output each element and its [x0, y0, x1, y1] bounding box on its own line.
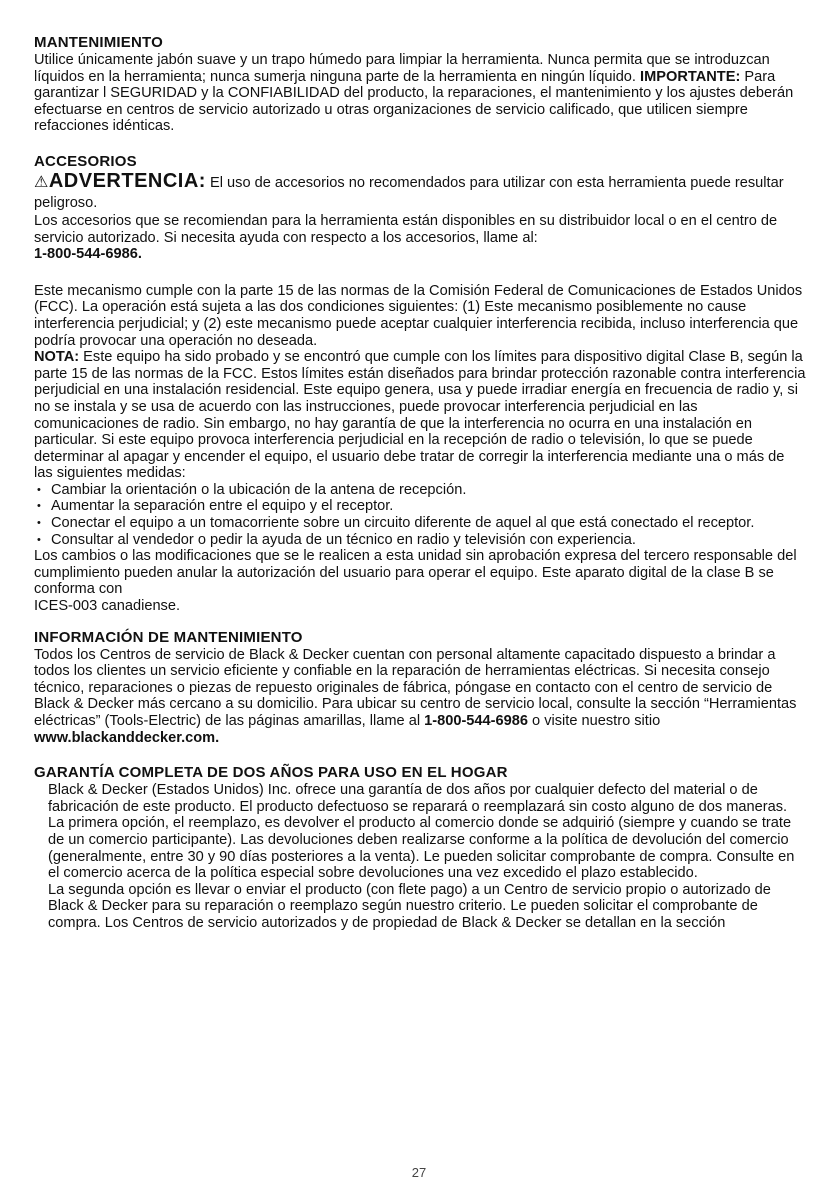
section-informacion-mantenimiento — [34, 629, 806, 747]
mantenimiento-text-1: Utilice únicamente jabón suave y un trapo húmedo para limpiar la herramienta. Nunca permita que se introduzcan líquidos en la herramienta; nunca sumerja ninguna parte de la herramienta en ningún líquido. — [34, 52, 770, 85]
info-mantenimiento-text: Todos los Centros de servicio de Black & Decker cuentan con personal altamente capacitado dispuesto a brindar a todos los clientes un servicio eficiente y confiable en la reparación de herramientas eléctricas. Si necesita consejo técnico, reparaciones o piezas de repuesto originales de fábrica, póngase en contacto con el centro de servicio de Black & Decker más cercano a su domicilio. Para ubicar su centro de servicio local, consulte la sección “Herramientas eléctricas” (Tools-Electric) de las páginas amarillas, llame al — [34, 646, 797, 729]
website-line — [34, 730, 806, 747]
fcc-ices-line: ICES-003 canadiense. — [34, 598, 181, 615]
accesorios-paragraph: Los accesorios que se recomiendan para la herramienta están disponibles en su distribuidor local o en el centro de servicio autorizado. Si necesita ayuda con respecto a los accesorios, llame al: — [34, 212, 778, 246]
mantenimiento-heading: MANTENIMIENTO — [34, 34, 163, 51]
section-accesorios — [34, 153, 806, 263]
info-mantenimiento-paragraph — [34, 647, 806, 730]
important-label: IMPORTANTE: — [640, 68, 741, 85]
accesorios-phone: 1-800-544-6986. — [34, 246, 142, 263]
warning-triangle-icon: ⚠ — [34, 173, 49, 191]
page-number: 27 — [411, 1165, 427, 1180]
mantenimiento-text-2: Para garantizar l SEGURIDAD y la CONFIABILIDAD del producto, la reparaciones, el mantenimiento y los ajustes deberán efectuarse en centros de servicio autorizado u otras organizaciones de servicio calificado, que utilicen siempre refacciones idénticas. — [34, 68, 794, 135]
garantia-paragraph: La primera opción, el reemplazo, es devolver el producto al comercio donde se adquirió (siempre y cuando se trate de un comercio participante). Las devoluciones deben realizarse conforme a la política de devolución del comercio (generalmente, entre 30 y 90 días posteriores a la venta). Le pueden solicitar comprobante de compra. Consulte en el comercio acerca de la política especial sobre devoluciones una vez excedido el plazo establecido. — [48, 815, 795, 882]
section-garantia — [34, 764, 806, 931]
warning-label: ADVERTENCIA: — [48, 169, 206, 192]
garantia-paragraph: La segunda opción es llevar o enviar el producto (con flete pago) a un Centro de servicio propio o autorizado de Black & Decker para su reparación o reemplazo según nuestro criterio. Le pueden solicitar el comprobante de compra. Los Centros de servicio autorizados y de propiedad de Black & Decker se detallan en la sección — [48, 881, 771, 931]
nota-label: NOTA: — [34, 349, 80, 366]
website-link[interactable]: www.blackanddecker.com. — [34, 729, 220, 746]
fcc-changes-paragraph: Los cambios o las modificaciones que se le realicen a esta unidad sin aprobación expresa del tercero responsable del cumplimiento pueden anular la autorización del usuario para operar el equipo. Este aparato digital de la clase B se conforma con — [34, 548, 797, 598]
list-item: • Aumentar la separación entre el equipo y el receptor. — [34, 498, 806, 515]
section-fcc — [34, 283, 806, 615]
info-mantenimiento-text-after: o visite nuestro sitio — [527, 713, 661, 729]
nota-paragraph — [34, 349, 806, 482]
warning-paragraph — [34, 171, 806, 213]
service-phone: 1-800-544-6986 — [424, 713, 528, 729]
mantenimiento-paragraph — [34, 52, 806, 135]
accesorios-heading: ACCESORIOS — [34, 152, 137, 170]
section-mantenimiento — [34, 34, 806, 135]
list-item: • Conectar el equipo a un tomacorriente sobre un circuito diferente de aquel al que está conectado el receptor. — [34, 515, 806, 532]
list-item: • Cambiar la orientación o la ubicación de la antena de recepción. — [34, 482, 806, 499]
fcc-measures-list — [34, 482, 806, 548]
garantia-heading: GARANTÍA COMPLETA DE DOS AÑOS PARA USO EN EL HOGAR — [34, 764, 508, 782]
document-page — [34, 34, 806, 932]
garantia-paragraph: Black & Decker (Estados Unidos) Inc. ofrece una garantía de dos años por cualquier defecto del material o de fabricación de este producto. El producto defectuoso se reparará o reemplazará sin costo alguno de dos maneras. — [48, 782, 788, 815]
list-item: • Consultar al vendedor o pedir la ayuda de un técnico en radio y televisión con experiencia. — [34, 532, 806, 549]
warning-text: El uso de accesorios no recomendados para utilizar con esta herramienta puede resultar peligroso. — [34, 174, 784, 211]
fcc-paragraph: Este mecanismo cumple con la parte 15 de las normas de la Comisión Federal de Comunicaciones de Estados Unidos (FCC). La operación está sujeta a las dos condiciones siguientes: (1) Este mecanismo posiblemente no cause interferencia perjudicial; y (2) este mecanismo puede aceptar cualquier interferencia recibida, incluso interferencia que podría provocar una operación no deseada. — [34, 282, 803, 349]
info-mantenimiento-heading: INFORMACIÓN DE MANTENIMIENTO — [34, 628, 303, 646]
nota-text: Este equipo ha sido probado y se encontró que cumple con los límites para dispositivo digital Clase B, según la parte 15 de las normas de la FCC. Estos límites están diseñados para brindar protección razonable contra interferencia perjudicial en una instalación residencial. Este equipo genera, usa y puede irradiar energía en frecuencia de radio y, si no se instala y se usa de acuerdo con las instrucciones, puede provocar interferencia perjudicial en las comunicaciones de radio. Sin embargo, no hay garantía de que la interferencia no ocurra en una instalación en particular. Si este equipo provoca interferencia perjudicial en la recepción de radio o televisión, lo que se puede determinar al apagar y encender el equipo, el usuario debe tratar de corregir la interferencia mediante una o más de las siguientes medidas: — [34, 349, 806, 482]
